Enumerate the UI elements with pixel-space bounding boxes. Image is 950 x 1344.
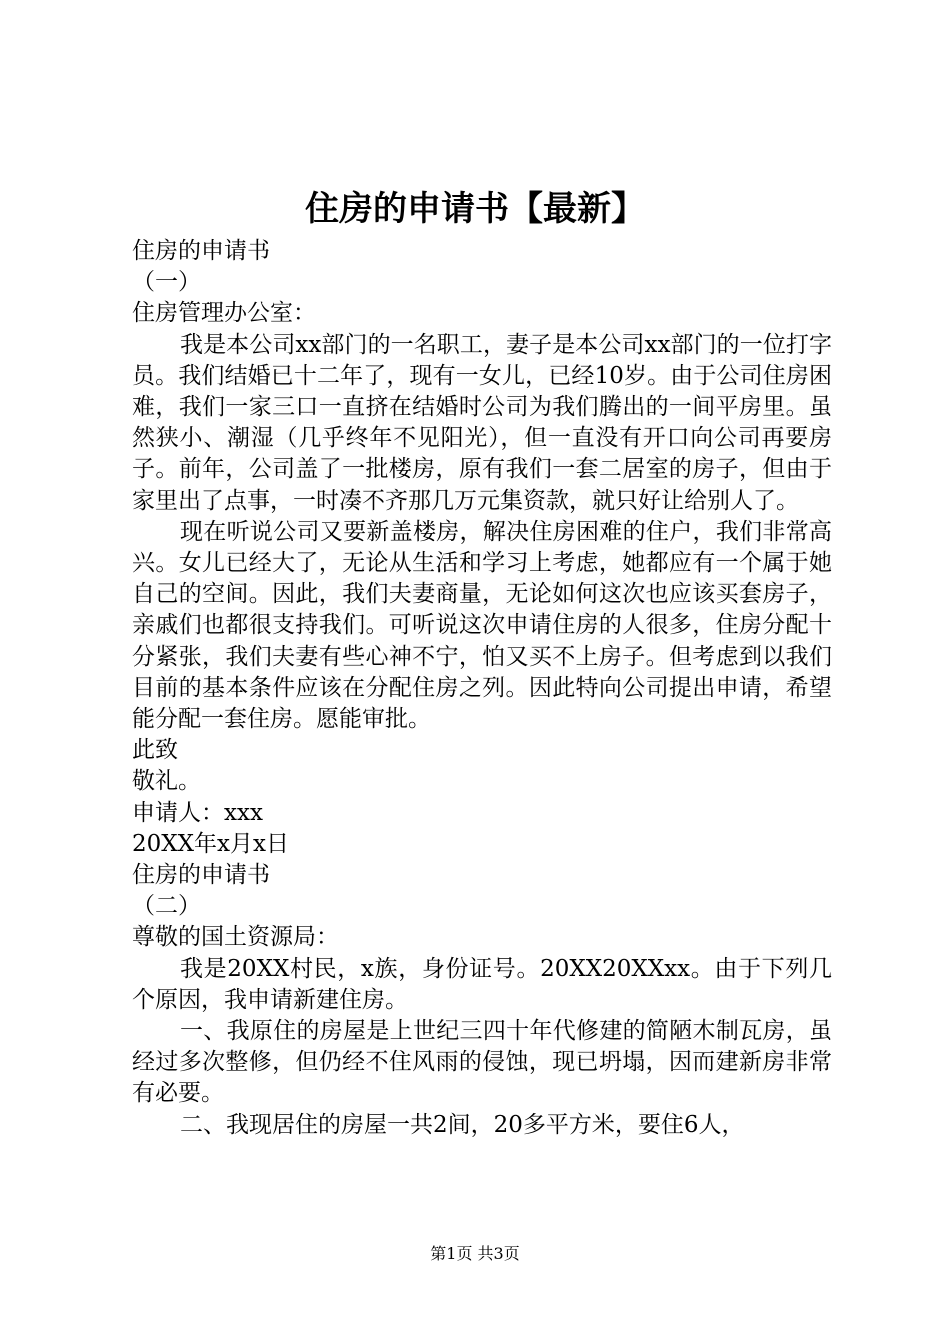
letter1-recipient: 住房管理办公室： (132, 300, 316, 327)
letter2-paragraph-1: 我是20XX村民，x族，身份证号。20XX20XXxx。由于下列几个原因，我申请新建住房。 (132, 955, 832, 1013)
letter2-recipient: 尊敬的国土资源局： (132, 924, 339, 951)
document-title: 住房的申请书【最新】 (305, 189, 645, 229)
page-footer: 第1页 共3页 (430, 1244, 520, 1263)
letter2-paragraph-3: 二、我现居住的房屋一共2间，20多平方米，要住6人， (180, 1111, 745, 1138)
letter2-heading: 住房的申请书 (132, 862, 270, 889)
letter1-closing-1: 此致 (132, 737, 178, 764)
document-body (132, 236, 832, 1141)
letter1-heading: 住房的申请书 (132, 238, 270, 264)
letter1-date: 20XX年x月x日 (132, 830, 289, 857)
letter1-closing-2: 敬礼。 (132, 768, 201, 795)
letter2-paragraph-2: 一、我原住的房屋是上世纪三四十年代修建的简陋木制瓦房，虽经过多次整修，但仍经不住风雨的侵蚀，现已坍塌，因而建新房非常有必要。 (132, 1018, 832, 1107)
letter1-number: （一） (132, 269, 201, 296)
letter1-applicant: 申请人：xxx (132, 799, 263, 826)
letter2-number: （二） (132, 893, 201, 920)
letter1-paragraph-1: 我是本公司xx部门的一名职工，妻子是本公司xx部门的一位打字员。我们结婚已十二年了，现有一女儿，已经10岁。由于公司住房困难，我们一家三口一直挤在结婚时公司为我们腾出的一间平房里。虽然狭小、潮湿（几乎终年不见阳光），但一直没有开口向公司再要房子。前年，公司盖了一批楼房，原有我们一套二居室的房子，但由于家里出了点事，一时凑不齐那几万元集资款，就只好让给别人了。 (132, 331, 832, 514)
letter1-paragraph-2: 现在听说公司又要新盖楼房，解决住房困难的住户，我们非常高兴。女儿已经大了，无论从生活和学习上考虑，她都应有一个属于她自己的空间。因此，我们夫妻商量，无论如何这次也应该买套房子，亲戚们也都很支持我们。可听说这次申请住房的人很多，住房分配十分紧张，我们夫妻有些心神不宁，怕又买不上房子。但考虑到以我们目前的基本条件应该在分配住房之列。因此特向公司提出申请，希望能分配一套住房。愿能审批。 (132, 518, 832, 733)
